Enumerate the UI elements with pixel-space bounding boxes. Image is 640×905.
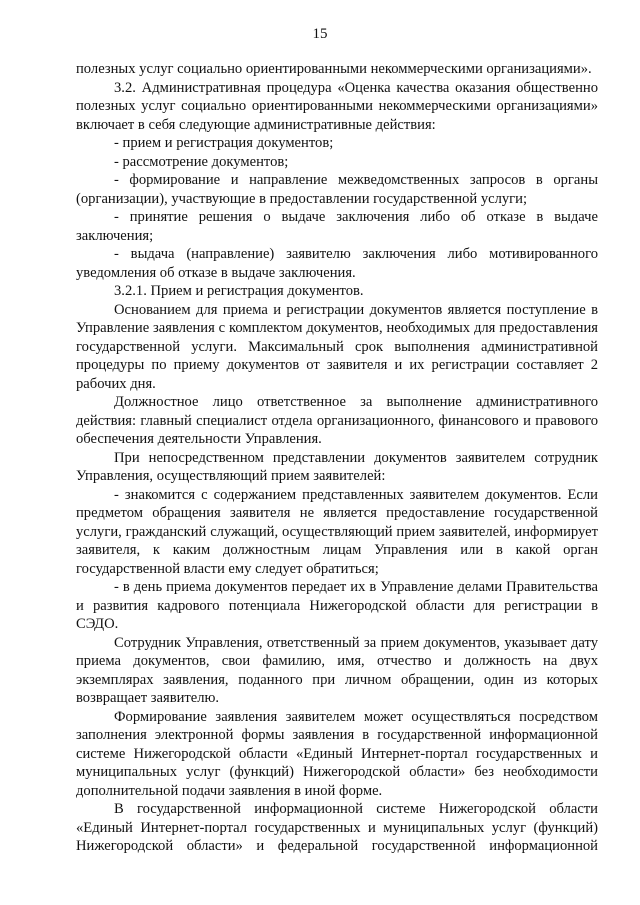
list-item-receipt: - прием и регистрация документов; xyxy=(114,135,334,151)
document-body xyxy=(76,60,598,856)
list-item-requests: - формирование и направление межведомственных запросов в органы (организации), участвующие в предоставлении государственной услуги; xyxy=(76,172,598,207)
list-item-issuance: - выдача (направление) заявителю заключения либо мотивированного уведомления об отказе в выдаче заключения. xyxy=(76,246,598,281)
list-item-decision: - принятие решения о выдаче заключения либо об отказе в выдаче заключения; xyxy=(76,209,598,244)
paragraph-heading-3-2-1: 3.2.1. Прием и регистрация документов. xyxy=(114,283,364,299)
paragraph-staff-marks: Сотрудник Управления, ответственный за прием документов, указывает дату приема документов, свои фамилию, имя, отчество и должность на двух экземплярах заявления, поданного при личном обращении, один из которых возвращает заявителю. xyxy=(76,634,598,706)
list-item-review-content: - знакомится с содержанием представленных заявителем документов. Если предметом обращения заявителя не является предоставление государственной услуги, гражданский служащий, осуществляющий прием заявителей, информирует заявителя, к каким должностным лицам Управления или в какой орган государственной власти ему следует обратиться; xyxy=(76,486,598,577)
list-item-review: - рассмотрение документов; xyxy=(114,153,289,170)
paragraph-procedure-3-2: 3.2. Административная процедура «Оценка качества оказания общественно полезных услуг социально ориентированными некоммерческими организациями» включает в себя следующие административные действия: xyxy=(76,79,598,133)
paragraph-responsible-official: Должностное лицо ответственное за выполнение административного действия: главный специалист отдела организационного, финансового и правового обеспечения деятельности Управления. xyxy=(76,394,598,447)
list-item-transfer: - в день приема документов передает их в Управление делами Правительства и развития кадрового потенциала Нижегородской области для регистрации в СЭДО. xyxy=(76,579,598,632)
page-number: 15 xyxy=(312,26,328,42)
paragraph-grounds: Основанием для приема и регистрации документов является поступление в Управление заявления с комплектом документов, необходимых для предоставления государственной услуги. Максимальный срок выполнения административной процедуры по приему документов от заявителя и их регистрации составляет 2 рабочих дня. xyxy=(76,301,598,392)
paragraph-direct-submission: При непосредственном представлении документов заявителем сотрудник Управления, осуществляющий прием заявителей: xyxy=(76,449,598,484)
paragraph-portal-continued: В государственной информационной системе Нижегородской области «Единый Интернет-портал государственных и муниципальных услуг (функций) Нижегородской области» и федеральной государственной информационной xyxy=(76,801,598,854)
paragraph-continuation: полезных услуг социально ориентированными некоммерческими организациями». xyxy=(76,61,592,77)
paragraph-electronic-form: Формирование заявления заявителем может осуществляться посредством заполнения электронной формы заявления в государственной информационной системе Нижегородской области «Единый Интернет-портал государственных и муниципальных услуг (функций) Нижегородской области» без необходимости дополнительной подачи заявления в иной форме. xyxy=(76,708,598,799)
